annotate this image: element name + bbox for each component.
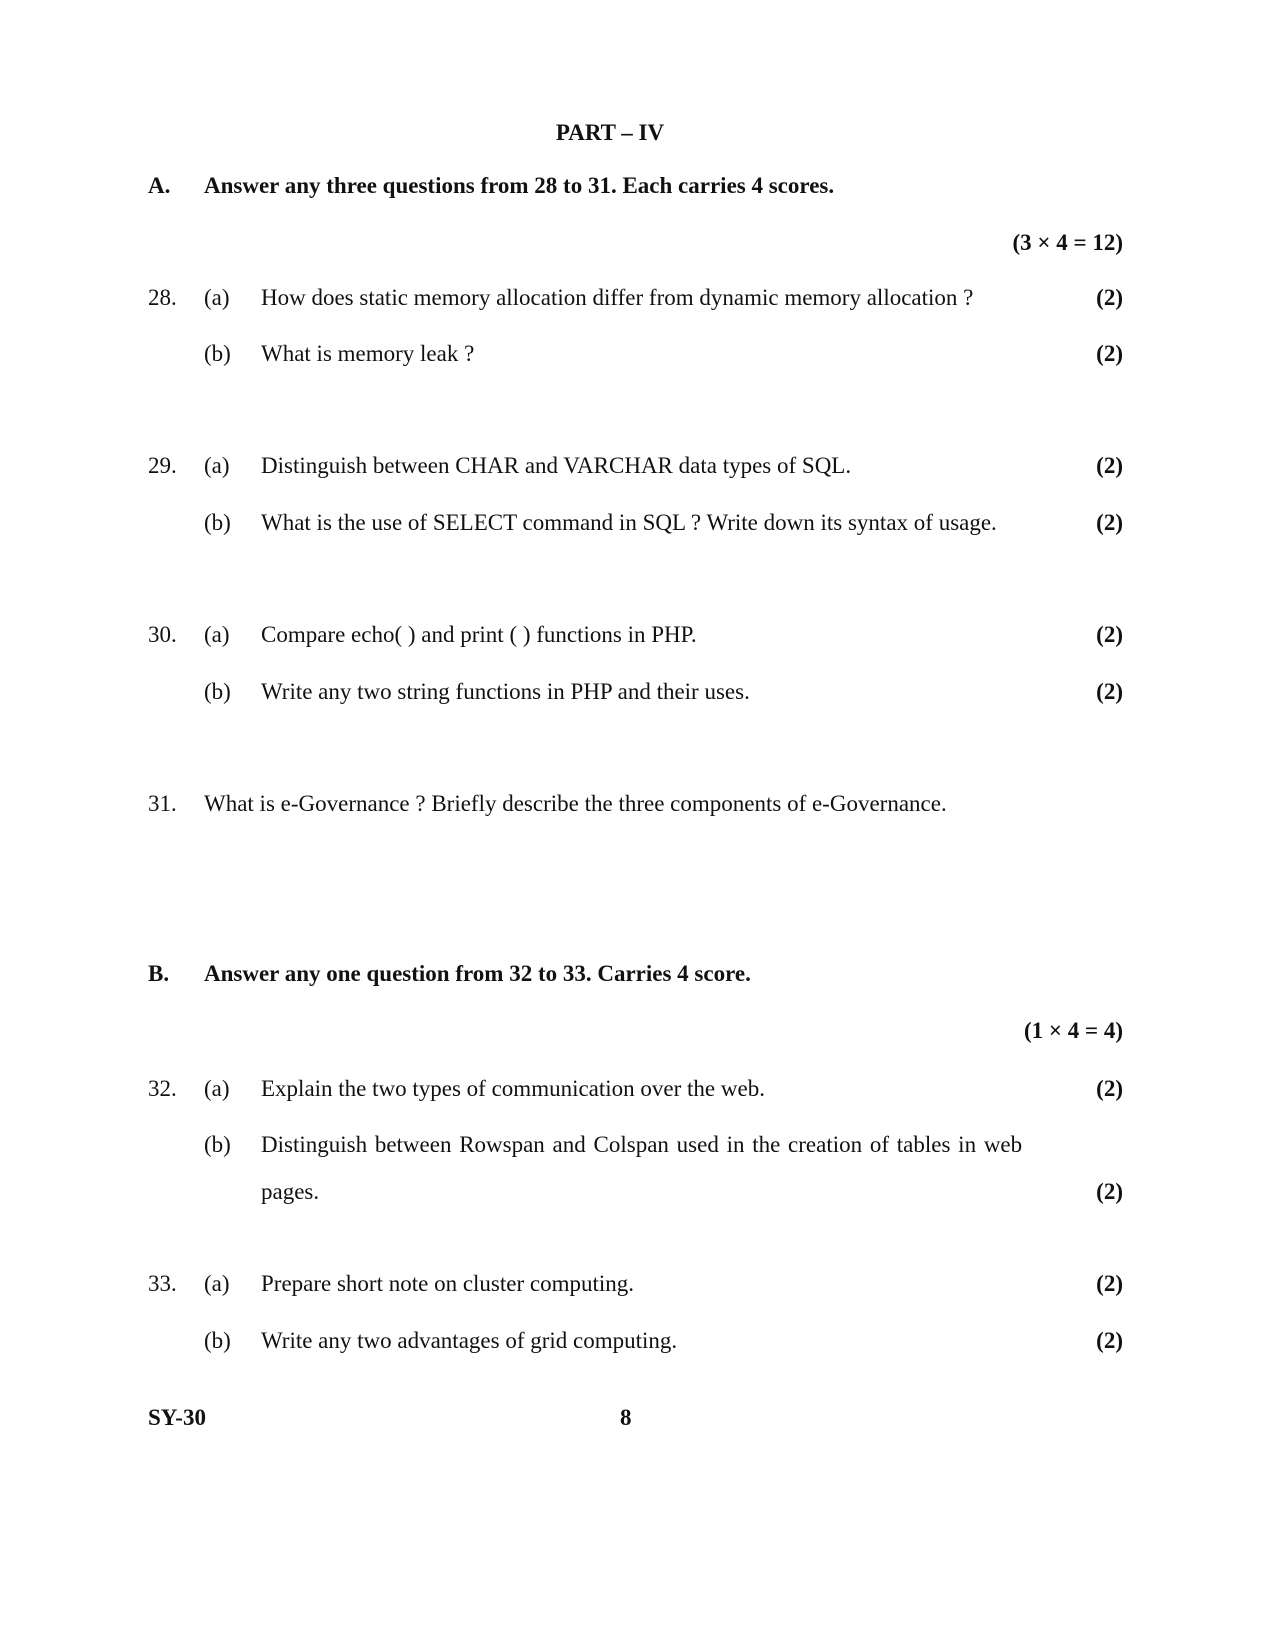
q30b-text: Write any two string functions in PHP and their uses. [261, 679, 750, 704]
q28-number: 28. [148, 285, 177, 310]
section-a-letter: A. [148, 173, 171, 198]
q32b-marks: (2) [1096, 1179, 1123, 1204]
q32a-text: Explain the two types of communication over the web. [261, 1076, 765, 1101]
q29a-text: Distinguish between CHAR and VARCHAR data types of SQL. [261, 453, 852, 478]
q29a-label: (a) [204, 453, 230, 478]
q33b-label: (b) [204, 1328, 231, 1353]
page-number: 8 [620, 1405, 632, 1430]
q28b-label: (b) [204, 341, 231, 366]
q30a-text: Compare echo( ) and print ( ) functions in PHP. [261, 622, 697, 647]
q29b-marks: (2) [1096, 510, 1123, 535]
q33a-marks: (2) [1096, 1271, 1123, 1296]
q32b-text-line1: Distinguish between Rowspan and Colspan used in the creation of tables in web [261, 1132, 1023, 1157]
q29b-label: (b) [204, 510, 231, 535]
q28a-marks: (2) [1096, 285, 1123, 310]
q32b-label: (b) [204, 1132, 231, 1157]
q32a-label: (a) [204, 1076, 230, 1101]
q33b-text: Write any two advantages of grid computing. [261, 1328, 678, 1353]
q32-number: 32. [148, 1076, 177, 1101]
q32a-marks: (2) [1096, 1076, 1123, 1101]
q33-number: 33. [148, 1271, 177, 1296]
q28a-label: (a) [204, 285, 230, 310]
q28a-text: How does static memory allocation differ from dynamic memory allocation ? [261, 285, 974, 310]
q30-number: 30. [148, 622, 177, 647]
footer-code: SY-30 [148, 1405, 206, 1430]
q32b-text-line2: pages. [261, 1179, 320, 1204]
section-b-instruction: Answer any one question from 32 to 33. Carries 4 score. [204, 961, 751, 986]
q29b-text: What is the use of SELECT command in SQL ? Write down its syntax of usage. [261, 510, 997, 535]
q33a-label: (a) [204, 1271, 230, 1296]
section-a-instruction: Answer any three questions from 28 to 31. Each carries 4 scores. [204, 173, 835, 198]
section-a-score-formula: (3 × 4 = 12) [1012, 230, 1123, 255]
q31-number: 31. [148, 791, 177, 816]
q31-text: What is e-Governance ? Briefly describe the three components of e-Governance. [204, 791, 947, 816]
part-title: PART – IV [555, 120, 665, 145]
section-b-letter: B. [148, 961, 170, 986]
q28b-marks: (2) [1096, 341, 1123, 366]
q29-number: 29. [148, 453, 177, 478]
q29a-marks: (2) [1096, 453, 1123, 478]
q30a-label: (a) [204, 622, 230, 647]
q28b-text: What is memory leak ? [261, 341, 475, 366]
section-b-score-formula: (1 × 4 = 4) [1023, 1018, 1123, 1043]
q30a-marks: (2) [1096, 622, 1123, 647]
q33b-marks: (2) [1096, 1328, 1123, 1353]
q30b-marks: (2) [1096, 679, 1123, 704]
q30b-label: (b) [204, 679, 231, 704]
q33a-text: Prepare short note on cluster computing. [261, 1271, 635, 1296]
